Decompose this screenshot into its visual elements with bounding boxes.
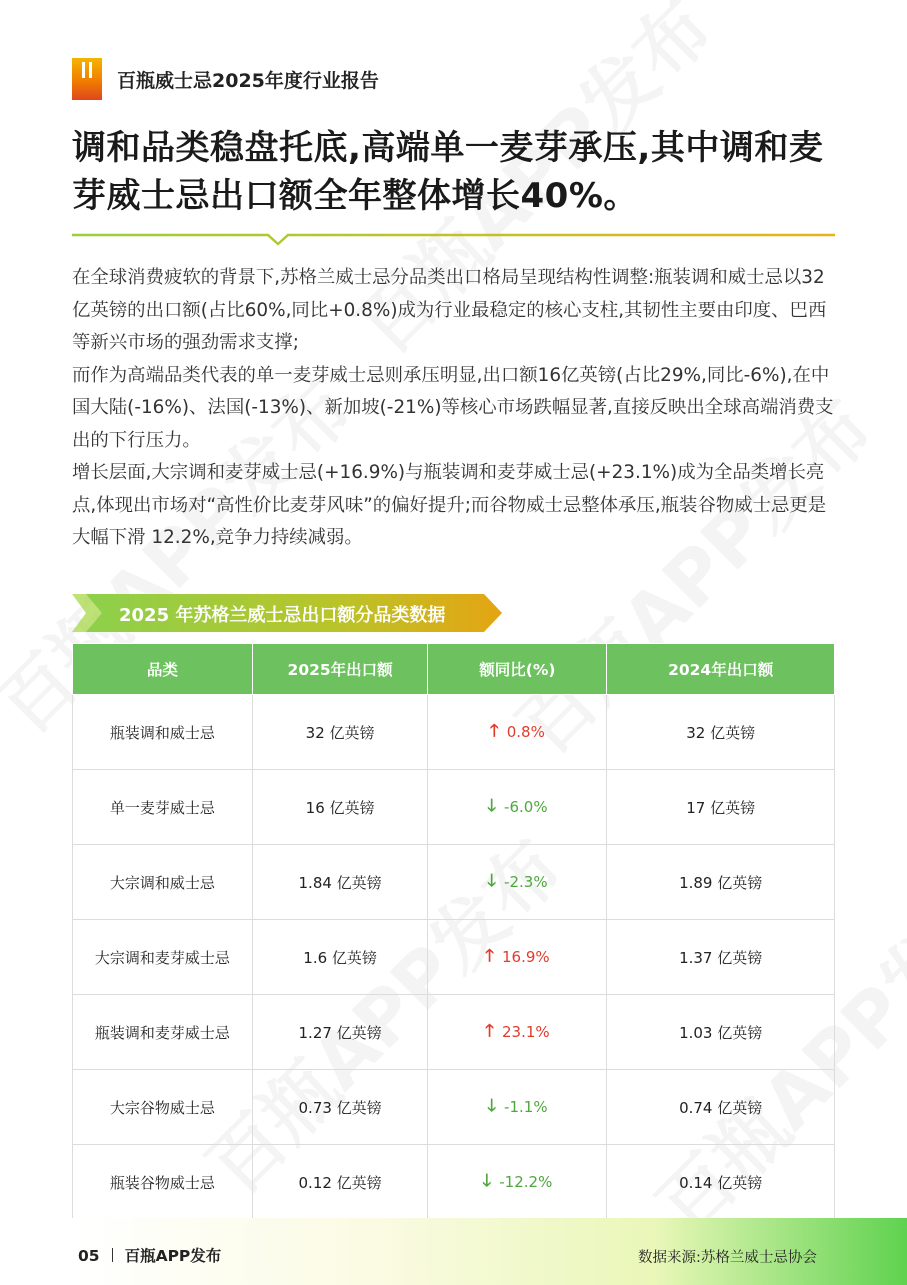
arrow-down-icon: 🡓: [487, 1095, 497, 1116]
change-value: -6.0%: [504, 798, 548, 816]
change-value: 0.8%: [506, 723, 545, 741]
export-2024-cell: 1.89 亿英镑: [607, 845, 835, 920]
table-row: [73, 1070, 835, 1145]
category-cell: 瓶装谷物威士忌: [73, 1145, 253, 1220]
table-title-banner: [72, 594, 502, 632]
page-footer: [72, 1218, 907, 1285]
arrow-up-icon: 🡑: [485, 945, 494, 966]
column-header: 额同比(%): [428, 644, 607, 695]
arrow-up-icon: 🡑: [489, 720, 499, 741]
category-cell: 单一麦芽威士忌: [73, 770, 253, 845]
table-row: [73, 695, 835, 770]
footer-left: [78, 1244, 221, 1266]
change-cell: [428, 695, 607, 770]
headline-divider: [72, 226, 835, 246]
page-headline: [72, 124, 842, 220]
table-header-row: [73, 644, 835, 695]
column-header: 2024年出口额: [607, 644, 835, 695]
page-number: 05: [78, 1247, 100, 1265]
change-value: -12.2%: [499, 1173, 553, 1191]
change-cell: [428, 770, 607, 845]
column-header: 2025年出口额: [252, 644, 428, 695]
publisher: 百瓶APP发布: [124, 1247, 222, 1265]
report-title: 百瓶威士忌2025年度行业报告: [117, 70, 379, 92]
headline-line-1: 调和品类稳盘托底,高端单一麦芽承压,其中调和麦: [72, 128, 824, 168]
export-2025-cell: 32 亿英镑: [252, 695, 428, 770]
table-row: [73, 770, 835, 845]
change-value: -2.3%: [504, 873, 548, 891]
export-2024-cell: 0.74 亿英镑: [607, 1070, 835, 1145]
export-2025-cell: 1.84 亿英镑: [252, 845, 428, 920]
export-2024-cell: 17 亿英镑: [607, 770, 835, 845]
data-source: 数据来源:苏格兰威士忌协会: [638, 1250, 817, 1266]
category-cell: 大宗谷物威士忌: [73, 1070, 253, 1145]
change-value: -1.1%: [504, 1098, 548, 1116]
brand-logo-icon: [72, 58, 102, 100]
table-row: [73, 920, 835, 995]
arrow-down-icon: 🡓: [487, 795, 497, 816]
paragraph: 增长层面,大宗调和麦芽威士忌(+16.9%)与瓶装调和麦芽威士忌(+23.1%)成为全品类增长亮点,体现出市场对“高性价比麦芽风味”的偏好提升;而谷物威士忌整体承压,瓶装谷物威士忌更是大幅下滑 12.2%,竞争力持续减弱。: [72, 462, 827, 548]
table-title: 2025 年苏格兰威士忌出口额分品类数据: [119, 605, 446, 626]
column-header: 品类: [73, 644, 253, 695]
paragraph: 而作为高端品类代表的单一麦芽威士忌则承压明显,出口额16亿英镑(占比29%,同比-6%),在中国大陆(-16%)、法国(-13%)、新加坡(-21%)等核心市场跌幅显著,直接反映出全球高端消费支出的下行压力。: [72, 364, 834, 451]
export-2025-cell: 1.27 亿英镑: [252, 995, 428, 1070]
change-cell: [428, 995, 607, 1070]
export-2024-cell: 32 亿英镑: [607, 695, 835, 770]
export-2025-cell: 0.12 亿英镑: [252, 1145, 428, 1220]
table-row: [73, 1145, 835, 1220]
arrow-up-icon: 🡑: [485, 1020, 494, 1041]
table-row: [73, 995, 835, 1070]
headline-line-2: 芽威士忌出口额全年整体增长40%。: [72, 176, 638, 216]
export-2025-cell: 0.73 亿英镑: [252, 1070, 428, 1145]
category-cell: 大宗调和威士忌: [73, 845, 253, 920]
category-cell: 瓶装调和威士忌: [73, 695, 253, 770]
export-2024-cell: 0.14 亿英镑: [607, 1145, 835, 1220]
change-cell: [428, 920, 607, 995]
table-row: [73, 845, 835, 920]
change-cell: [428, 1070, 607, 1145]
arrow-down-icon: 🡓: [482, 1170, 492, 1191]
arrow-down-icon: 🡓: [487, 870, 497, 891]
footer-divider: [112, 1248, 113, 1262]
change-cell: [428, 1145, 607, 1220]
paragraph: 在全球消费疲软的背景下,苏格兰威士忌分品类出口格局呈现结构性调整:瓶装调和威士忌以32亿英镑的出口额(占比60%,同比+0.8%)成为行业最稳定的核心支柱,其韧性主要由印度、巴西等新兴市场的强劲需求支撑;: [72, 267, 827, 353]
category-cell: 瓶装调和麦芽威士忌: [73, 995, 253, 1070]
export-2025-cell: 16 亿英镑: [252, 770, 428, 845]
change-cell: [428, 845, 607, 920]
export-2025-cell: 1.6 亿英镑: [252, 920, 428, 995]
category-cell: 大宗调和麦芽威士忌: [73, 920, 253, 995]
export-2024-cell: 1.03 亿英镑: [607, 995, 835, 1070]
body-text: [72, 262, 837, 555]
change-value: 23.1%: [501, 1023, 550, 1041]
change-value: 16.9%: [501, 948, 550, 966]
export-2024-cell: 1.37 亿英镑: [607, 920, 835, 995]
export-data-table: [72, 643, 835, 1220]
